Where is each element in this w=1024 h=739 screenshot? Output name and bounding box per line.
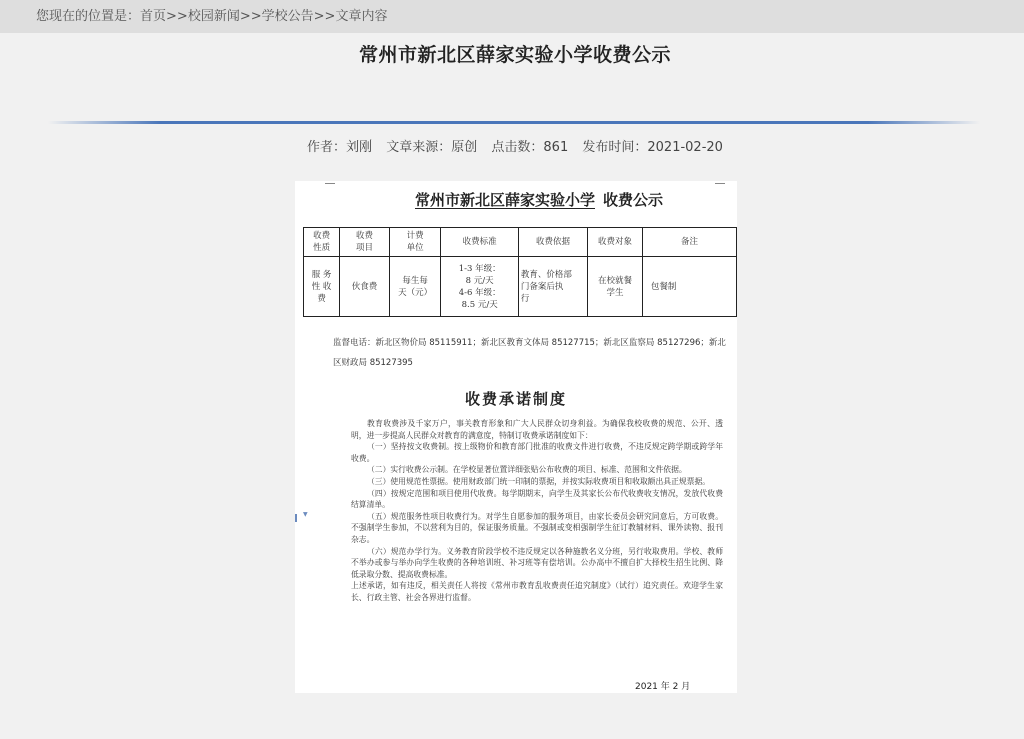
fee-table-header-cell: 收费 性质: [304, 228, 340, 257]
breadcrumb-campus-news-link[interactable]: 校园新闻: [187, 9, 240, 24]
page-title: 常州市新北区薛家实验小学收费公示: [358, 44, 671, 66]
fee-table-cell: 教育、价格部 门备案后执 行: [518, 257, 587, 317]
fee-table: [303, 227, 737, 317]
breadcrumb-separator: >>: [166, 9, 188, 24]
breadcrumb-home-link[interactable]: 首页: [140, 9, 167, 24]
fee-table-header-row: [304, 228, 737, 257]
breadcrumb-separator: >>: [239, 9, 262, 24]
source-value: 原创: [451, 140, 478, 155]
fee-table-cell: 服 务 性 收 费: [304, 257, 340, 317]
crop-mark: [715, 183, 725, 184]
clicks-label: 点击数：: [491, 140, 544, 155]
promise-paragraph: （三）使用规范性票据。使用财政部门统一印制的票据，并按实际收费项目和收取额出具正规票据。: [367, 476, 711, 486]
source-meta: [386, 140, 477, 155]
supervision-phones: 监督电话：新北区物价局 85115911；新北区教育文体局 85127715；新北区监察局 85127296；新北区财政局 85127395: [333, 338, 726, 368]
document-heading-school: 常州市新北区薛家实验小学: [414, 191, 595, 209]
article-meta: [0, 136, 1024, 155]
author-meta: [307, 140, 372, 155]
fee-table-cell: 1-3 年级： 8 元/天 4-6 年级： 8.5 元/天: [441, 257, 519, 317]
promise-paragraph: （四）按规定范围和项目使用代收费。每学期期末，向学生及其家长公布代收费收支情况，发放代收费结算清单。: [351, 488, 723, 510]
fee-table-header-cell: 收费标准: [441, 228, 519, 257]
promise-body: [351, 418, 723, 604]
table-row: [304, 257, 737, 317]
fee-table-cell: 伙食费: [340, 257, 390, 317]
author-label: 作者：: [307, 140, 347, 155]
breadcrumb-announcements-link[interactable]: 学校公告: [261, 9, 314, 24]
fee-table-header-cell: 收费对象: [588, 228, 643, 257]
fee-table-cell: 每生每 天（元）: [389, 257, 441, 317]
sign-date: 2021 年 2 月: [635, 682, 691, 692]
text-cursor-mark: [295, 514, 297, 522]
fee-table-header-cell: 备注: [642, 228, 736, 257]
fee-notice-document-image: [295, 181, 737, 693]
date-label: 发布时间：: [582, 140, 648, 155]
promise-title: 收费承诺制度: [464, 390, 567, 408]
clicks-value: 861: [543, 140, 569, 155]
promise-paragraph: （二）实行收费公示制。在学校显著位置详细张贴公布收费的项目、标准、范围和文件依据。: [367, 465, 687, 475]
breadcrumb: [0, 0, 1024, 33]
title-divider: [48, 121, 980, 124]
fee-table-header-cell: 收费 项目: [340, 228, 390, 257]
document-heading-suffix: 收费公示: [603, 191, 664, 209]
fee-table-cell: 在校就餐 学生: [588, 257, 643, 317]
fee-table-header-cell: 收费依据: [518, 228, 587, 257]
fee-table-cell: 包餐制: [642, 257, 736, 317]
source-label: 文章来源：: [386, 140, 452, 155]
breadcrumb-separator: >>: [313, 9, 336, 24]
author-value: 刘刚: [346, 140, 373, 155]
breadcrumb-prefix: 您现在的位置是：: [36, 9, 141, 24]
promise-paragraph: 上述承诺，如有违反，相关责任人将按《常州市教育乱收费责任追究制度》（试行）追究责任。欢迎学生家长、行政主管、社会各界进行监督。: [351, 581, 723, 602]
fee-table-header-cell: 计费 单位: [389, 228, 441, 257]
chevron-down-icon: ▼: [303, 511, 308, 518]
promise-paragraph: （一）坚持按文收费制。按上级物价和教育部门批准的收费文件进行收费，不违反规定跨学期或跨学年收费。: [351, 442, 723, 463]
crop-mark: [325, 183, 335, 184]
promise-paragraph: 教育收费涉及千家万户，事关教育形象和广大人民群众切身利益。为确保我校收费的规范、公开、透明，进一步提高人民群众对教育的满意度，特制订收费承诺制度如下：: [351, 419, 723, 440]
promise-paragraph: （六）规范办学行为。义务教育阶段学校不违反规定以各种施教名义分班，另行收取费用。学校、教师不举办或参与举办向学生收费的各种培训班、补习班等有偿培训。公办高中不擅自扩大择校生招生比例、降低录取分数、提高收费标准。: [351, 546, 723, 579]
document-heading: [379, 189, 699, 210]
date-value: 2021-02-20: [647, 140, 723, 155]
date-meta: [582, 140, 723, 155]
breadcrumb-article-link[interactable]: 文章内容: [335, 9, 388, 24]
promise-paragraph: （五）规范服务性项目收费行为。对学生自愿参加的服务项目，由家长委员会研究同意后，方可收费。不强制学生参加，不以营利为目的，保证服务质量。不强制或变相强制学生征订教辅材料、课外读物、报刊杂志。: [351, 511, 723, 544]
clicks-meta: [491, 140, 568, 155]
